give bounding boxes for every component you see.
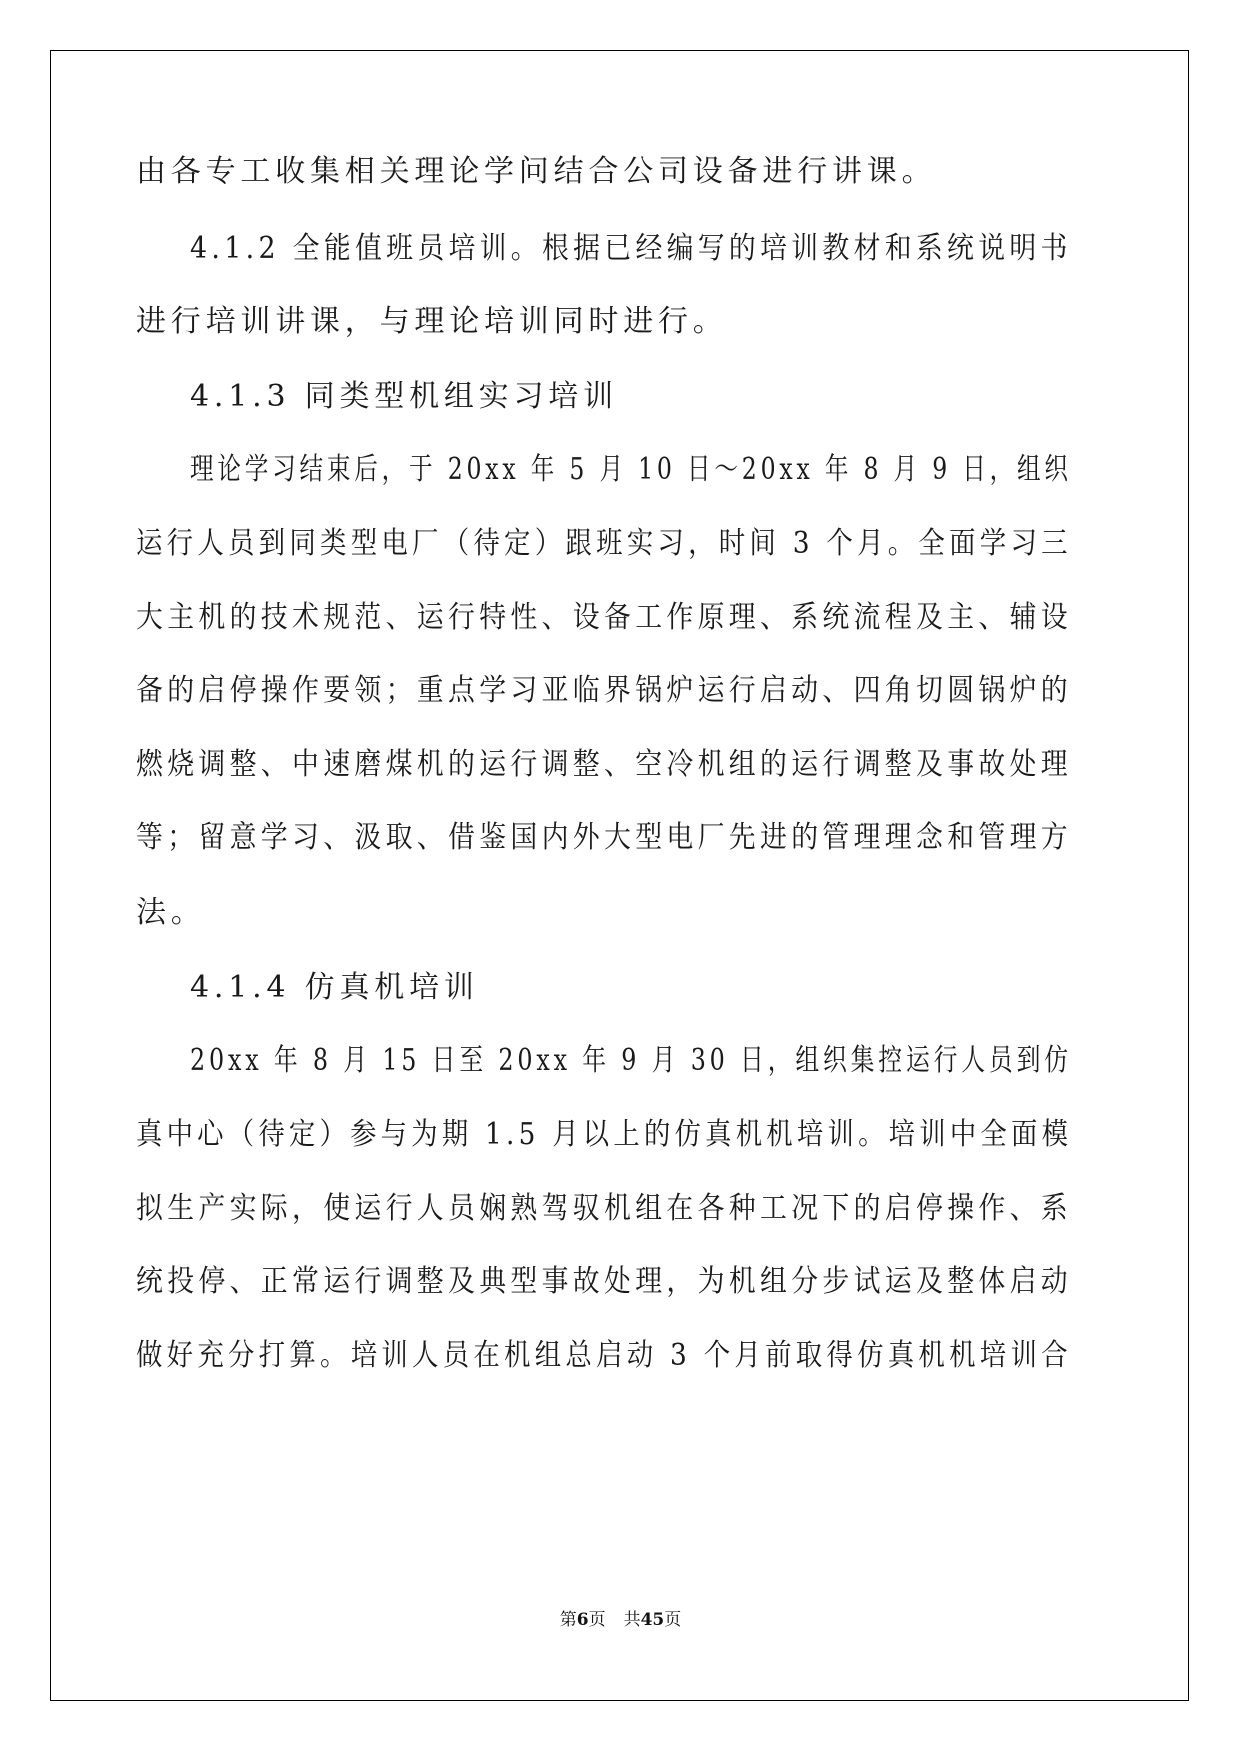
text-line: 理论学习结束后，于 20xx 年 5 月 10 日～20xx 年 8 月 9 日，组织 xyxy=(190,452,1072,487)
text-line: 进行培训讲课，与理论培训同时进行。 xyxy=(136,304,728,339)
text-line: 运行人员到同类型电厂（待定）跟班实习，时间 3 个月。全面学习三 xyxy=(136,526,1072,561)
text-line: 20xx 年 8 月 15 日至 20xx 年 9 月 30 日，组织集控运行人员到仿 xyxy=(190,1043,1072,1078)
text-line: 做好充分打算。培训人员在机组总启动 3 个月前取得仿真机机培训合 xyxy=(136,1338,1072,1373)
text-line: 拟生产实际，使运行人员娴熟驾驭机组在各种工况下的启停操作、系 xyxy=(136,1191,1072,1226)
text-line: 等；留意学习、汲取、借鉴国内外大型电厂先进的管理理念和管理方 xyxy=(136,820,1072,855)
page-border xyxy=(50,50,1189,1701)
page-footer xyxy=(0,1608,1241,1632)
total-prefix: 共 xyxy=(623,1610,641,1630)
total-suffix: 页 xyxy=(664,1610,682,1630)
text-line: 大主机的技术规范、运行特性、设备工作原理、系统流程及主、辅设 xyxy=(136,600,1072,635)
page-suffix: 页 xyxy=(588,1610,606,1630)
section-4-1-2-line: 4.1.2 全能值班员培训。根据已经编写的培训教材和系统说明书 xyxy=(190,231,1072,266)
page-number: 6 xyxy=(576,1610,589,1630)
text-line: 法。 xyxy=(136,895,206,930)
section-4-1-3-heading: 4.1.3 同类型机组实习培训 xyxy=(190,379,618,414)
text-line: 由各专工收集相关理论学问结合公司设备进行讲课。 xyxy=(136,154,937,189)
text-line: 真中心（待定）参与为期 1.5 月以上的仿真机机培训。培训中全面模 xyxy=(136,1117,1073,1152)
page-prefix: 第 xyxy=(559,1610,577,1630)
text-line: 燃烧调整、中速磨煤机的运行调整、空冷机组的运行调整及事故处理 xyxy=(136,747,1072,782)
section-4-1-4-heading: 4.1.4 仿真机培训 xyxy=(190,970,479,1005)
text-line: 统投停、正常运行调整及典型事故处理，为机组分步试运及整体启动 xyxy=(136,1264,1072,1299)
text-line: 备的启停操作要领；重点学习亚临界锅炉运行启动、四角切圆锅炉的 xyxy=(136,673,1072,708)
total-pages: 45 xyxy=(640,1610,665,1630)
